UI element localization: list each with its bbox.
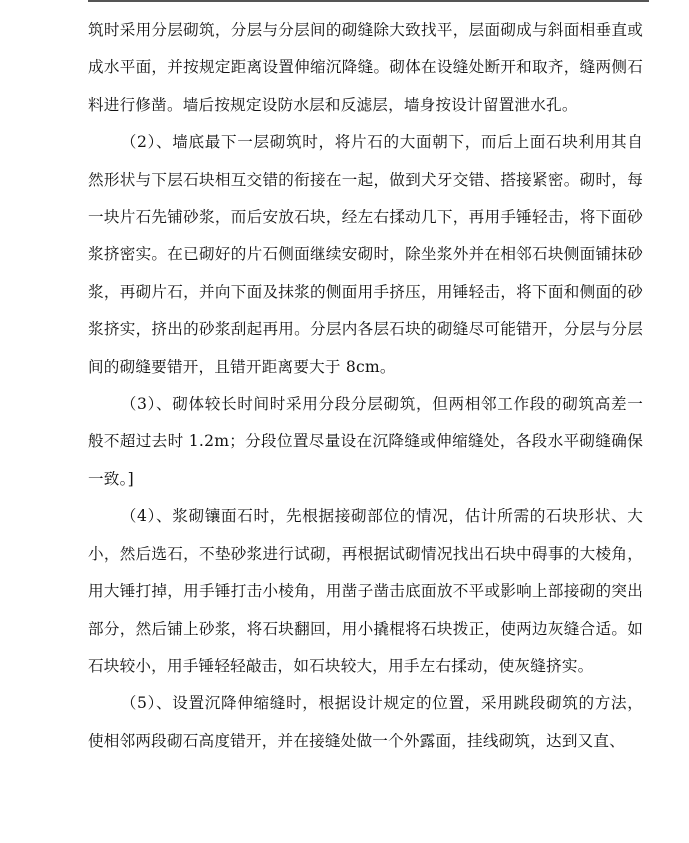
paragraph-item-4: （4）、浆砌镶面石时，先根据接砌部位的情况，估计所需的石块形状、大小，然后选石，不垫砂浆进行试砌，再根据试砌情况找出石块中碍事的大棱角，用大锤打掉，用手锤打击小棱角，用凿子凿击底面放不平或影响上部接砌的突出部分，然后铺上砂浆，将石块翻回，用小撬棍将石块拨正，使两边灰缝合适。如石块较小，用手锤轻轻敲击，如石块较大，用手左右揉动，使灰缝挤实。 [88,507,643,675]
header-rule [88,0,649,2]
paragraph-item-5: （5）、设置沉降伸缩缝时，根据设计规定的位置，采用跳段砌筑的方法，使相邻两段砌石高度错开，并在接缝处做一个外露面，挂线砌筑，达到又直、 [88,694,643,750]
paragraph-item-3: （3）、砌体较长时间时采用分段分层砌筑，但两相邻工作段的砌筑高差一般不超过去时 1.2m；分段位置尽量设在沉降缝或伸缩缝处，各段水平砌缝确保一致。] [88,395,643,488]
paragraph-item-2: （2）、墙底最下一层砌筑时，将片石的大面朝下，而后上面石块利用其自然形状与下层石块相互交错的衔接在一起，做到犬牙交错、搭接紧密。砌时，每一块片石先铺砂浆，而后安放石块，经左右揉动几下，再用手锤轻击，将下面砂浆挤密实。在已砌好的片石侧面继续安砌时，除坐浆外并在相邻石块侧面铺抹砂浆，再砌片石，并向下面及抹浆的侧面用手挤压，用锤轻击，将下面和侧面的砂浆挤实，挤出的砂浆刮起再用。分层内各层石块的砌缝尽可能错开，分层与分层间的砌缝要错开，且错开距离要大于 8cm。 [88,133,643,376]
document-page [88,12,643,760]
paragraph-continued: 筑时采用分层砌筑，分层与分层间的砌缝除大致找平，层面砌成与斜面相垂直或成水平面，并按规定距离设置伸缩沉降缝。砌体在设缝处断开和取齐，缝两侧石料进行修凿。墙后按规定设防水层和反滤层，墙身按设计留置泄水孔。 [88,21,643,114]
